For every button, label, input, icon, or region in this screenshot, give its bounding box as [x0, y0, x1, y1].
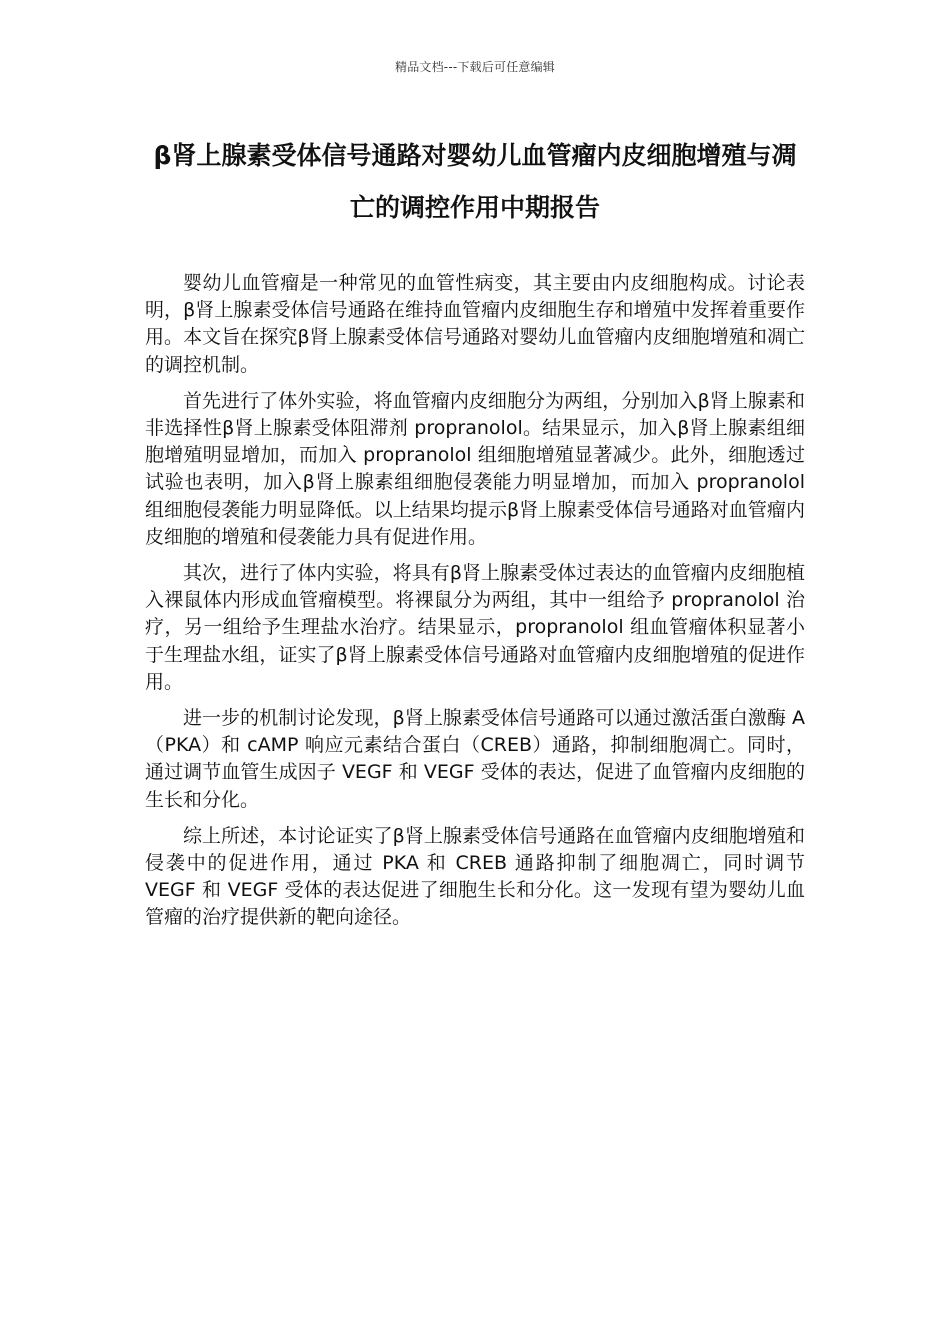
document-title: β肾上腺素受体信号通路对婴幼儿血管瘤内皮细胞增殖与凋亡的调控作用中期报告	[153, 141, 797, 222]
paragraph-mechanism: 进一步的机制讨论发现，β肾上腺素受体信号通路可以通过激活蛋白激酶 A（PKA）和 cAMP 响应元素结合蛋白（CREB）通路，抑制细胞凋亡。同时，通过调节血管生成因子 VEGF 和 VEGF 受体的表达，促进了血管瘤内皮细胞的生长和分化。	[145, 707, 805, 811]
paragraph-intro: 婴幼儿血管瘤是一种常见的血管性病变，其主要由内皮细胞构成。讨论表明，β肾上腺素受体信号通路在维持血管瘤内皮细胞生存和增殖中发挥着重要作用。本文旨在探究β肾上腺素受体信号通路对婴幼儿血管瘤内皮细胞增殖和凋亡的调控机制。	[145, 272, 805, 376]
paragraph-in-vivo: 其次，进行了体内实验，将具有β肾上腺素受体过表达的血管瘤内皮细胞植入裸鼠体内形成血管瘤模型。将裸鼠分为两组，其中一组给予 propranolol 治疗，另一组给予生理盐水治疗。结果显示，propranolol 组血管瘤体积显著小于生理盐水组，证实了β肾上腺素受体信号通路对血管瘤内皮细胞增殖的促进作用。	[145, 562, 805, 693]
paragraph-in-vitro: 首先进行了体外实验，将血管瘤内皮细胞分为两组，分别加入β肾上腺素和非选择性β肾上腺素受体阻滞剂 propranolol。结果显示，加入β肾上腺素组细胞增殖明显增加，而加入 propranolol 组细胞增殖显著减少。此外，细胞透过试验也表明，加入β肾上腺素组细胞侵袭能力明显增加，而加入 propranolol 组细胞侵袭能力明显降低。以上结果均提示β肾上腺素受体信号通路对血管瘤内皮细胞的增殖和侵袭能力具有促进作用。	[145, 389, 805, 548]
header-note: 精品文档---下载后可任意编辑	[395, 60, 555, 74]
paragraph-conclusion: 综上所述，本讨论证实了β肾上腺素受体信号通路在血管瘤内皮细胞增殖和侵袭中的促进作用，通过 PKA 和 CREB 通路抑制了细胞凋亡，同时调节 VEGF 和 VEGF 受体的表达促进了细胞生长和分化。这一发现有望为婴幼儿血管瘤的治疗提供新的靶向途径。	[145, 824, 805, 929]
document-body	[145, 270, 805, 941]
